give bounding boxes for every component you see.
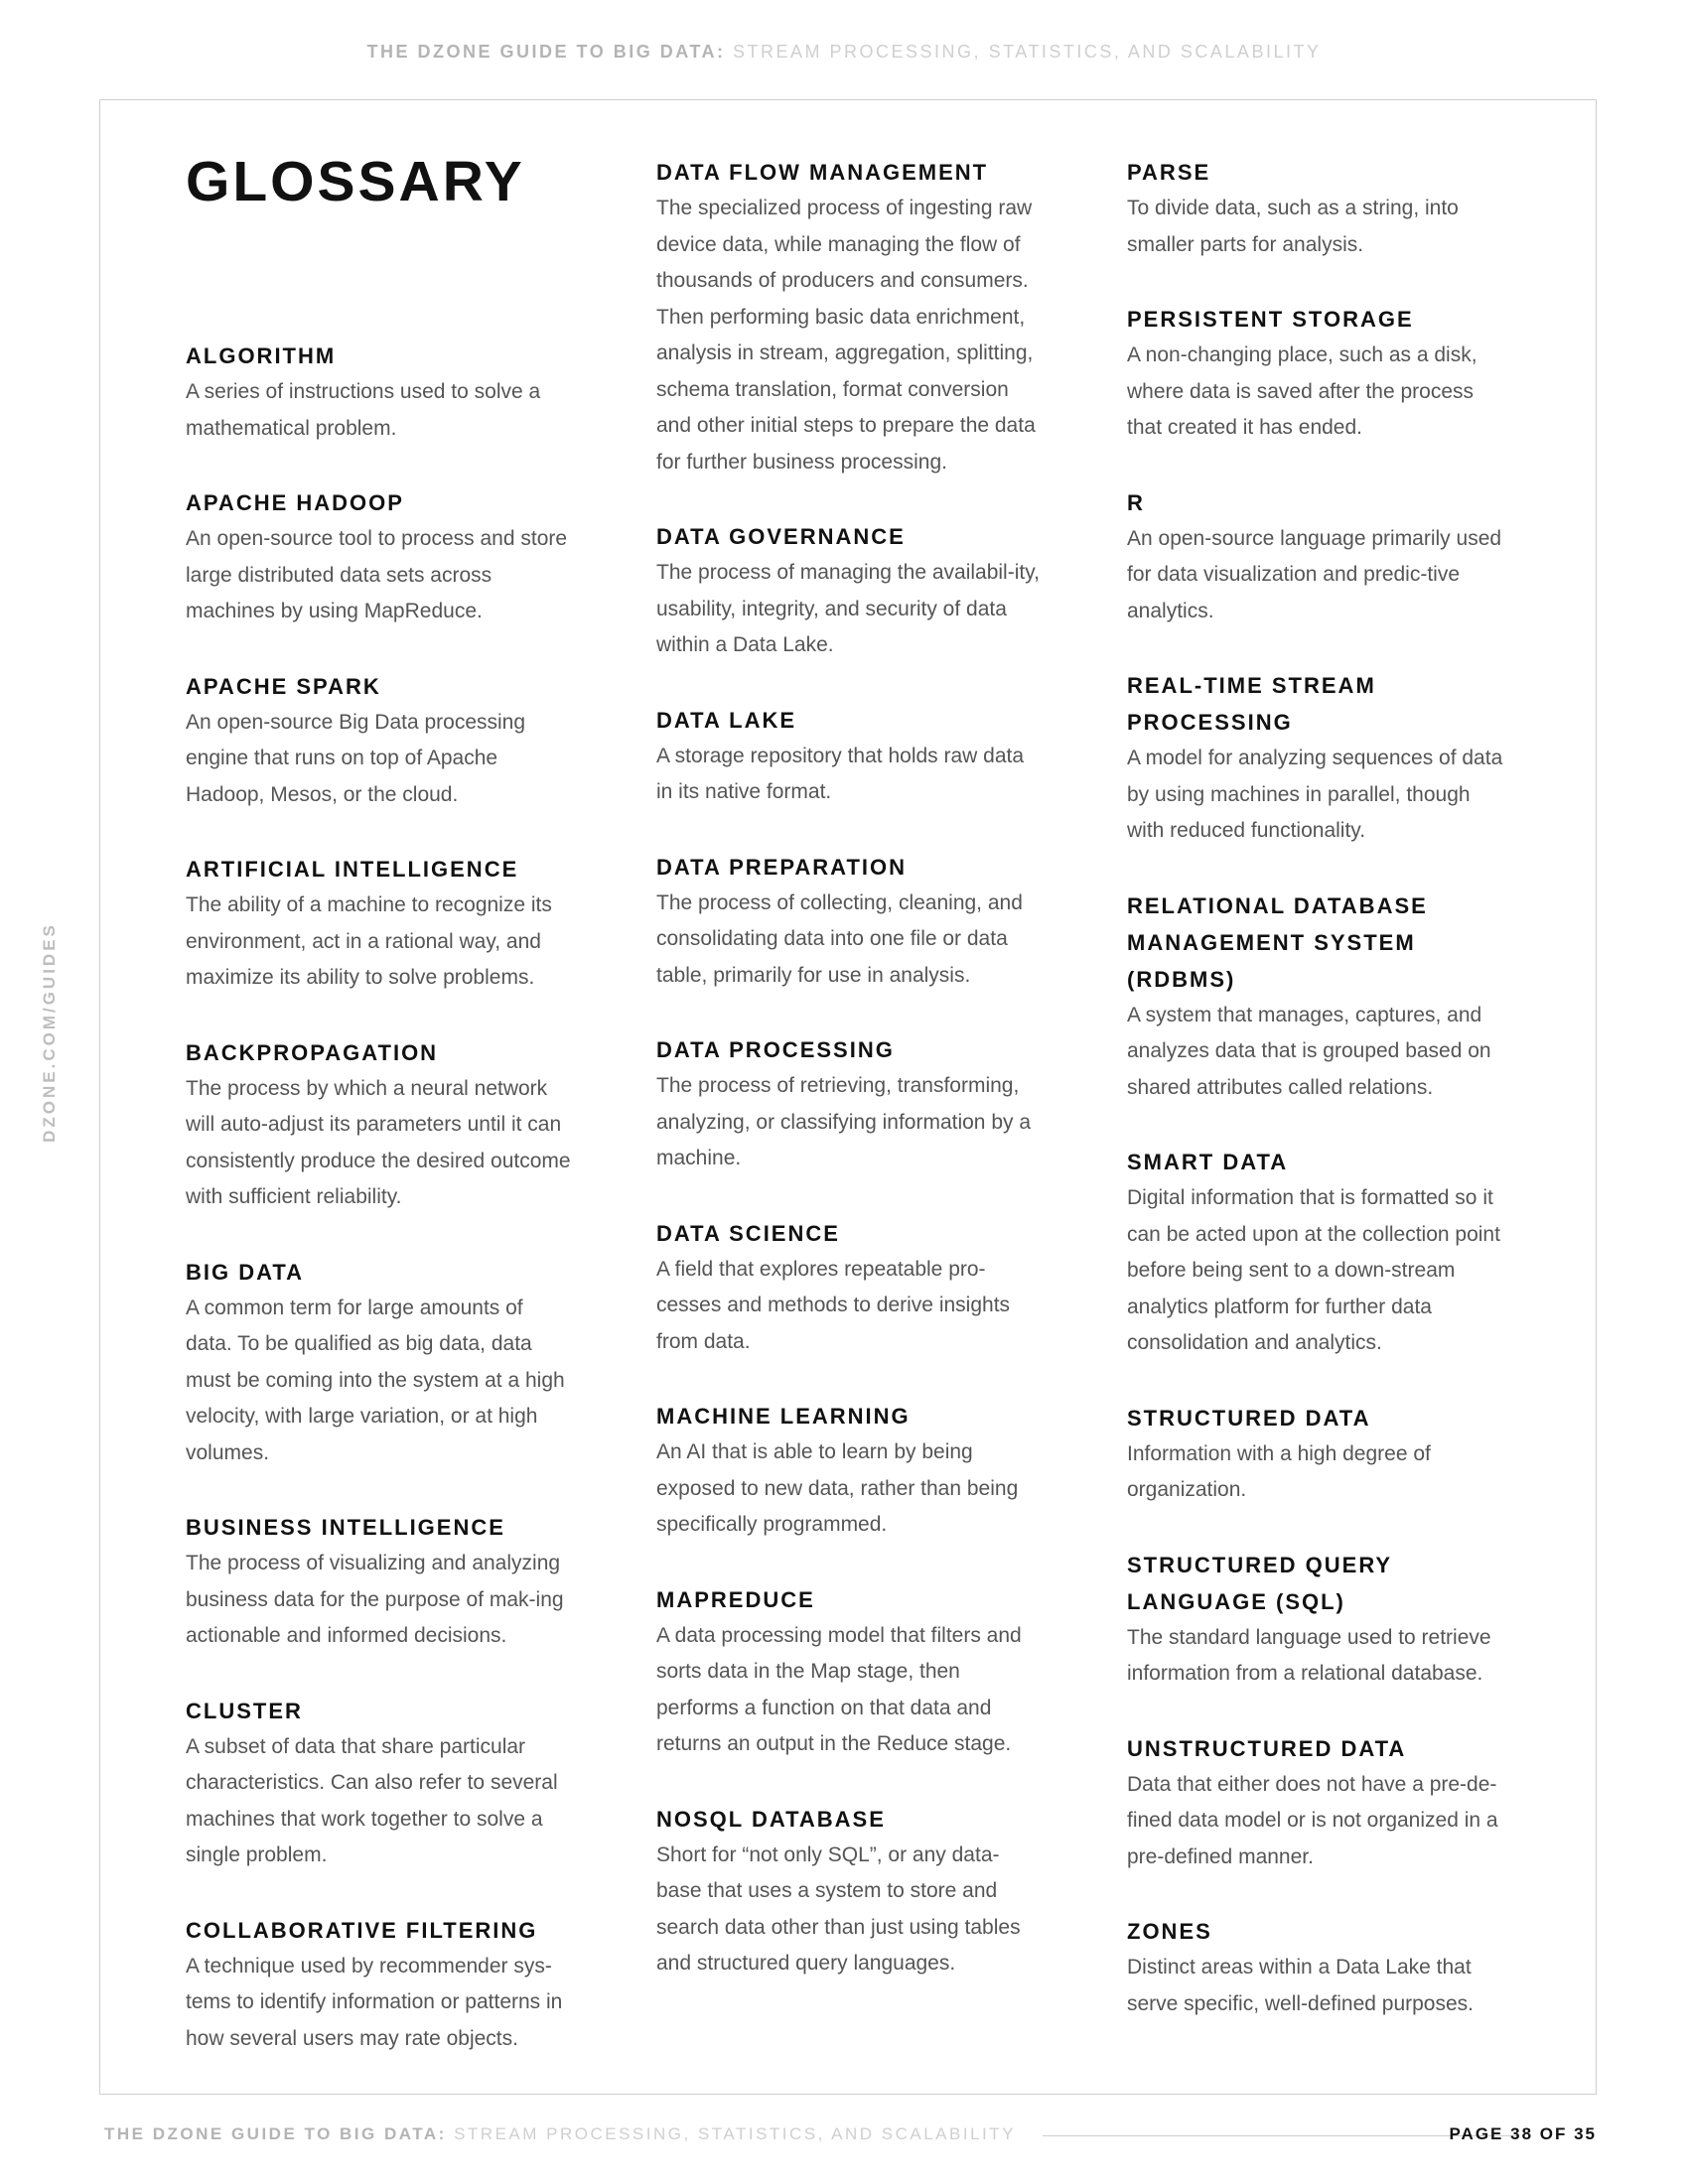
glossary-definition: The ability of a machine to recognize its environment, act in a rational way, and maximize its ability to solve problems.	[186, 893, 552, 989]
glossary-term: DATA LAKE	[656, 707, 797, 733]
glossary-definition: The process of collecting, cleaning, and consolidating data into one file or data table, primarily for use in analysis.	[656, 890, 1023, 987]
glossary-term: PERSISTENT STORAGE	[1127, 307, 1414, 332]
glossary-term: BUSINESS INTELLIGENCE	[186, 1515, 505, 1540]
glossary-column-2	[656, 154, 1044, 2020]
glossary-definition: A field that explores repeatable pro-cesses and methods to derive insights from data.	[656, 1257, 1011, 1353]
glossary-term: RELATIONAL DATABASE MANAGEMENT SYSTEM (RDBMS)	[1127, 892, 1428, 992]
glossary-definition: A common term for large amounts of data. To be qualified as big data, data must be coming into the system at a high velocity, with large variation, or at high volumes.	[186, 1296, 565, 1464]
glossary-entry	[186, 668, 573, 814]
footer-title-light: STREAM PROCESSING, STATISTICS, AND SCALABILITY	[454, 2124, 1016, 2143]
glossary-definition: An open-source language primarily used for data visualization and predic-tive analytics.	[1127, 526, 1502, 622]
glossary-definition: The process of managing the availabil-ity, usability, integrity, and security of data within a Data Lake.	[656, 561, 1040, 656]
glossary-column-3	[1127, 154, 1504, 2060]
glossary-definition: The process by which a neural network will auto-adjust its parameters until it can consistently produce the desired outcome with sufficient reliability.	[186, 1076, 571, 1208]
glossary-entry	[1127, 1144, 1504, 1362]
glossary-term: SMART DATA	[1127, 1150, 1289, 1174]
glossary-column-1	[186, 338, 573, 2095]
glossary-entry	[1127, 301, 1504, 447]
glossary-term: MAPREDUCE	[656, 1586, 815, 1612]
glossary-entry	[186, 1509, 573, 1655]
glossary-definition: A storage repository that holds raw data in its native format.	[656, 744, 1025, 803]
glossary-entry	[656, 1031, 1044, 1177]
glossary-entry	[656, 154, 1044, 480]
header-guide-subtitle: STREAM PROCESSING, STATISTICS, AND SCALABILITY	[733, 42, 1322, 62]
glossary-entry	[186, 484, 573, 630]
glossary-definition: The specialized process of ingesting raw device data, while managing the flow of thousands of producers and consumers. Then performing basic data enrichment, analysis in stream, aggregation, splitting, schema translation, format conversion and other initial steps to prepare the data for further business processing.	[656, 197, 1036, 474]
glossary-entry	[186, 851, 573, 997]
glossary-entry	[656, 1398, 1044, 1544]
glossary-term: DATA FLOW MANAGEMENT	[656, 160, 989, 185]
glossary-term: DATA SCIENCE	[656, 1220, 840, 1246]
glossary-term: UNSTRUCTURED DATA	[1127, 1735, 1407, 1761]
footer-title-strong: THE DZONE GUIDE TO BIG DATA:	[104, 2124, 447, 2143]
glossary-entry	[186, 1912, 573, 2058]
glossary-definition: An AI that is able to learn by being exposed to new data, rather than being specifically programmed.	[656, 1440, 1019, 1536]
glossary-definition: Distinct areas within a Data Lake that serve specific, well-defined purposes.	[1127, 1956, 1475, 2015]
footer-guide-title	[104, 2124, 1016, 2144]
glossary-entry	[1127, 484, 1504, 630]
glossary-definition: Information with a high degree of organization.	[1127, 1441, 1431, 1501]
glossary-term: COLLABORATIVE FILTERING	[186, 1917, 538, 1943]
glossary-definition: A system that manages, captures, and analyzes data that is grouped based on shared attributes called relations.	[1127, 1003, 1491, 1099]
glossary-term: DATA GOVERNANCE	[656, 524, 906, 549]
glossary-entry	[186, 1693, 573, 1874]
glossary-entry	[186, 338, 573, 447]
glossary-term: R	[1127, 489, 1145, 515]
glossary-term: CLUSTER	[186, 1698, 303, 1723]
glossary-entry	[656, 702, 1044, 811]
page-title: GLOSSARY	[186, 150, 525, 213]
glossary-entry	[1127, 154, 1504, 263]
page-header	[0, 42, 1688, 63]
glossary-term: ALGORITHM	[186, 343, 337, 368]
glossary-definition: To divide data, such as a string, into smaller parts for analysis.	[1127, 197, 1459, 256]
glossary-term: APACHE SPARK	[186, 673, 381, 699]
glossary-term: PARSE	[1127, 160, 1211, 185]
glossary-term: DATA PROCESSING	[656, 1037, 895, 1062]
glossary-entry	[1127, 1547, 1504, 1693]
glossary-term: BIG DATA	[186, 1259, 305, 1285]
glossary-term: NOSQL DATABASE	[656, 1806, 886, 1832]
glossary-definition: Short for “not only SQL”, or any data-base that uses a system to store and search data other than just using tables and structured query languages.	[656, 1843, 1021, 1975]
glossary-entry	[186, 1034, 573, 1216]
glossary-definition: An open-source Big Data processing engine that runs on top of Apache Hadoop, Mesos, or the cloud.	[186, 710, 526, 806]
side-url-label: DZONE.COM/GUIDES	[40, 922, 59, 1143]
glossary-entry	[1127, 1913, 1504, 2022]
glossary-entry	[1127, 667, 1504, 850]
page-footer	[104, 2124, 1597, 2148]
glossary-entry	[1127, 1400, 1504, 1509]
glossary-entry	[1127, 1730, 1504, 1876]
glossary-definition: A data processing model that filters and sorts data in the Map stage, then performs a function on that data and returns an output in the Reduce stage.	[656, 1623, 1022, 1755]
glossary-definition: A non-changing place, such as a disk, where data is saved after the process that created it has ended.	[1127, 343, 1477, 439]
glossary-term: DATA PREPARATION	[656, 854, 907, 880]
glossary-term: APACHE HADOOP	[186, 490, 404, 515]
glossary-definition: An open-source tool to process and store large distributed data sets across machines by using MapReduce.	[186, 527, 568, 622]
glossary-entry	[656, 849, 1044, 995]
glossary-definition: The process of visualizing and analyzing business data for the purpose of mak-ing actionable and informed decisions.	[186, 1552, 564, 1647]
header-guide-title: THE DZONE GUIDE TO BIG DATA:	[366, 42, 726, 62]
glossary-term: BACKPROPAGATION	[186, 1039, 439, 1065]
glossary-term: STRUCTURED QUERY LANGUAGE (SQL)	[1127, 1552, 1392, 1614]
glossary-term: MACHINE LEARNING	[656, 1404, 911, 1429]
glossary-definition: The standard language used to retrieve information from a relational database.	[1127, 1625, 1491, 1685]
glossary-entry	[656, 1581, 1044, 1763]
glossary-entry	[656, 1801, 1044, 1982]
glossary-definition: Data that either does not have a pre-de-fined data model or is not organized in a pre-defined manner.	[1127, 1772, 1498, 1868]
glossary-term: ARTIFICIAL INTELLIGENCE	[186, 857, 519, 882]
page-number: PAGE 38 OF 35	[1449, 2124, 1597, 2143]
glossary-definition: A series of instructions used to solve a mathematical problem.	[186, 380, 541, 440]
glossary-definition: A technique used by recommender sys-tems to identify information or patterns in how several users may rate objects.	[186, 1954, 563, 2050]
glossary-definition: A subset of data that share particular characteristics. Can also refer to several machines that work together to solve a single problem.	[186, 1734, 558, 1866]
glossary-entry	[1127, 887, 1504, 1107]
glossary-entry	[656, 1215, 1044, 1361]
glossary-definition: The process of retrieving, transforming, analyzing, or classifying information by a machine.	[656, 1074, 1032, 1169]
glossary-term: STRUCTURED DATA	[1127, 1405, 1371, 1431]
glossary-term: REAL-TIME STREAM PROCESSING	[1127, 673, 1376, 735]
footer-divider	[1043, 2135, 1519, 2136]
glossary-entry	[186, 1254, 573, 1472]
glossary-definition: Digital information that is formatted so it can be acted upon at the collection point before being sent to a down-stream analytics platform for further data consolidation and analytics.	[1127, 1186, 1500, 1354]
glossary-definition: A model for analyzing sequences of data by using machines in parallel, though with reduced functionality.	[1127, 747, 1503, 842]
glossary-term: ZONES	[1127, 1919, 1212, 1944]
glossary-entry	[656, 518, 1044, 664]
